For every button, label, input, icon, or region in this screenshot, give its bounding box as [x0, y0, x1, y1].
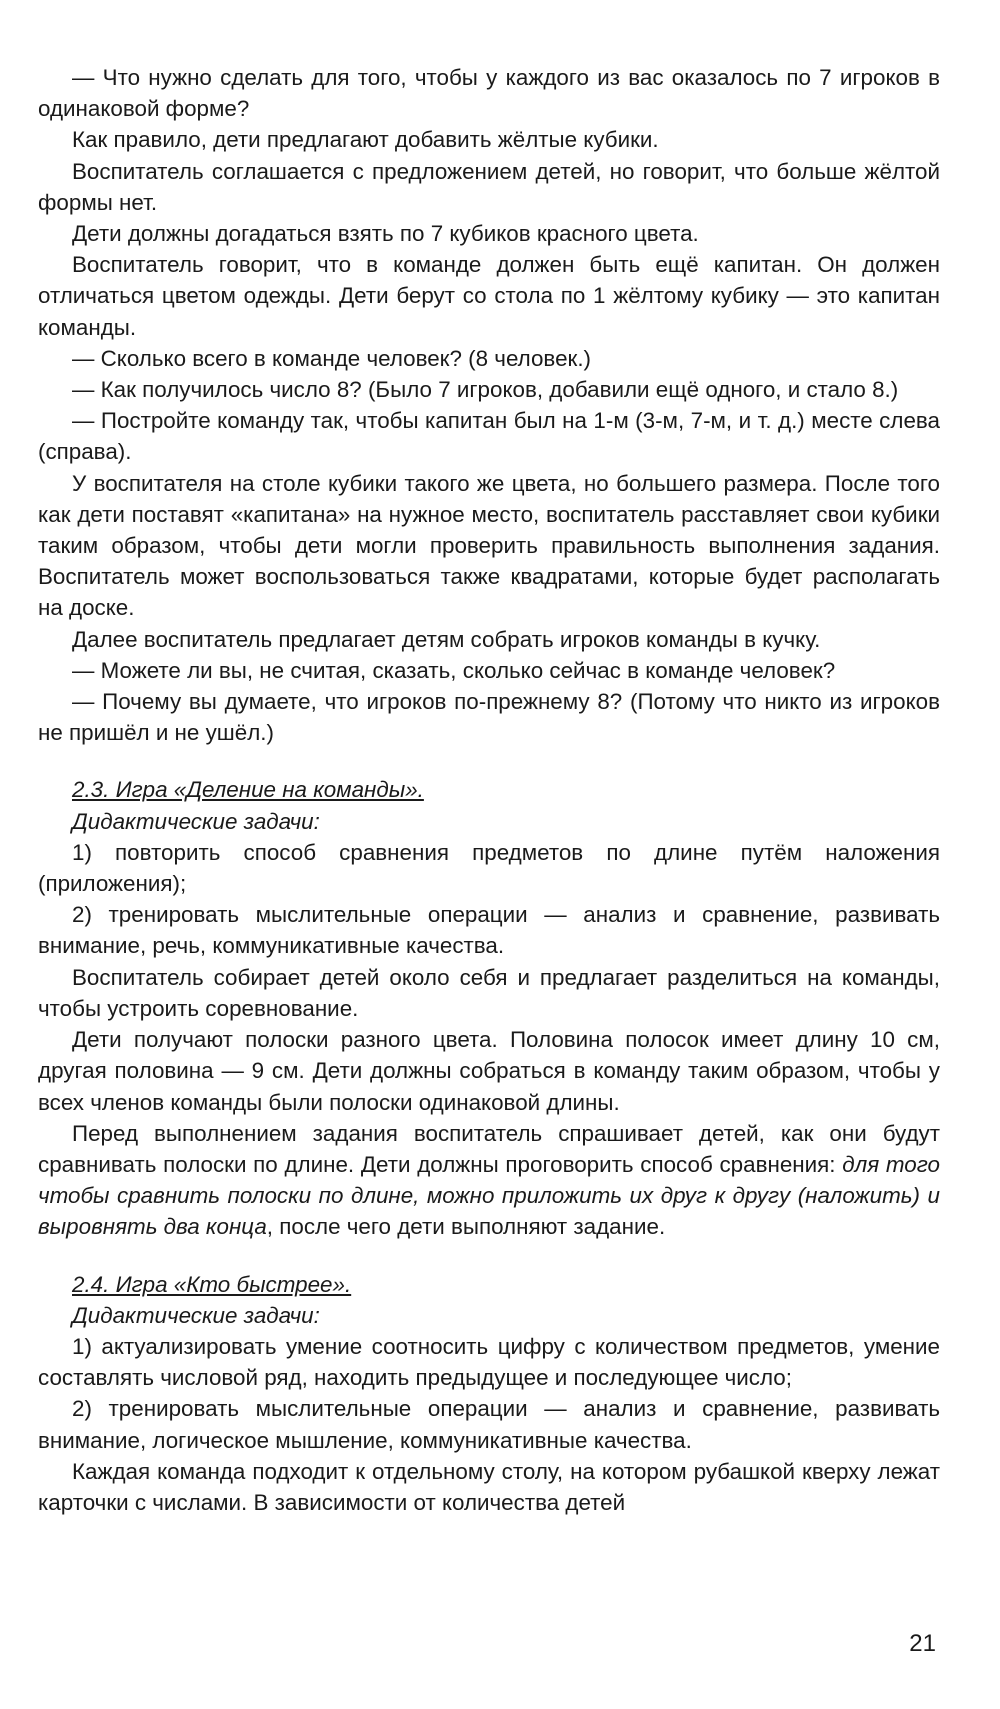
tasks-label: Дидактические задачи: — [72, 808, 320, 834]
paragraph: — Что нужно сделать для того, чтобы у каждого из вас оказалось по 7 игроков в одинаковой форме? — [38, 65, 940, 122]
paragraph: — Сколько всего в команде человек? (8 человек.) — [72, 345, 591, 371]
paragraph-end: , после чего дети выполняют задание. — [266, 1214, 666, 1240]
paragraph: Дети получают полоски разного цвета. Половина полосок имеет длину 10 см, другая половина — 9 см. Дети должны собраться в команду таким образом, чтобы у всех членов команды были полоски одинаковой длины. — [38, 1027, 940, 1115]
paragraph: — Постройте команду так, чтобы капитан был на 1-м (3-м, 7-м, и т. д.) месте слева (справа). — [38, 408, 940, 465]
task-item: 1) повторить способ сравнения предметов по длине путём наложения (приложения); — [38, 839, 940, 897]
paragraph: Дети должны догадаться взять по 7 кубиков красного цвета. — [72, 221, 699, 247]
section-title-2-3: 2.3. Игра «Деление на команды». — [72, 777, 424, 803]
page-number: 21 — [909, 1630, 936, 1657]
italic-phrase: для того чтобы сравнить полоски по длине, можно приложить их друг к другу (наложить) и выровнять два конца — [38, 1151, 941, 1240]
paragraph: — Почему вы думаете, что игроков по-прежнему 8? (Потому что никто из игроков не пришёл и не ушёл.) — [38, 689, 940, 746]
paragraph-start: Перед выполнением задания воспитатель спрашивает детей, как они будут сравнивать полоски по длине. Дети должны проговорить способ сравнения: — [38, 1120, 940, 1177]
paragraph: — Можете ли вы, не считая, сказать, сколько сейчас в команде человек? — [72, 657, 836, 683]
paragraph: Как правило, дети предлагают добавить жёлтые кубики. — [72, 127, 659, 153]
paragraph: Далее воспитатель предлагает детям собрать игроков команды в кучку. — [72, 626, 821, 652]
paragraph: Воспитатель говорит, что в команде должен быть ещё капитан. Он должен отличаться цветом одежды. Дети берут со стола по 1 жёлтому кубику — это капитан команды. — [38, 252, 940, 340]
task-item: 1) актуализировать умение соотносить цифру с количеством предметов, умение составлять числовой ряд, находить предыдущее и последующее число; — [38, 1333, 940, 1391]
paragraph: — Как получилось число 8? (Было 7 игроков, добавили ещё одного, и стало 8.) — [72, 377, 899, 403]
paragraph: Воспитатель соглашается с предложением детей, но говорит, что больше жёлтой формы нет. — [38, 158, 940, 215]
paragraph: Каждая команда подходит к отдельному столу, на котором рубашкой кверху лежат карточки с числами. В зависимости от количества детей — [38, 1458, 940, 1515]
paragraph: Воспитатель собирает детей около себя и предлагает разделиться на команды, чтобы устроить соревнование. — [38, 964, 940, 1021]
section-title-2-4: 2.4. Игра «Кто быстрее». — [72, 1271, 352, 1297]
paragraph — [38, 1118, 940, 1243]
paragraph: У воспитателя на столе кубики такого же цвета, но большего размера. После того как дети поставят «капитана» на нужное место, воспитатель расставляет свои кубики таким образом, чтобы дети могли проверить правильность выполнения задания. Воспитатель может воспользоваться также квадратами, которые будет располагать на доске. — [38, 470, 940, 621]
task-item: 2) тренировать мыслительные операции — анализ и сравнение, развивать внимание, логическое мышление, коммуникативные качества. — [38, 1396, 940, 1453]
task-item: 2) тренировать мыслительные операции — анализ и сравнение, развивать внимание, речь, коммуникативные качества. — [38, 902, 940, 959]
page-text — [38, 62, 940, 1518]
tasks-label: Дидактические задачи: — [72, 1302, 320, 1328]
